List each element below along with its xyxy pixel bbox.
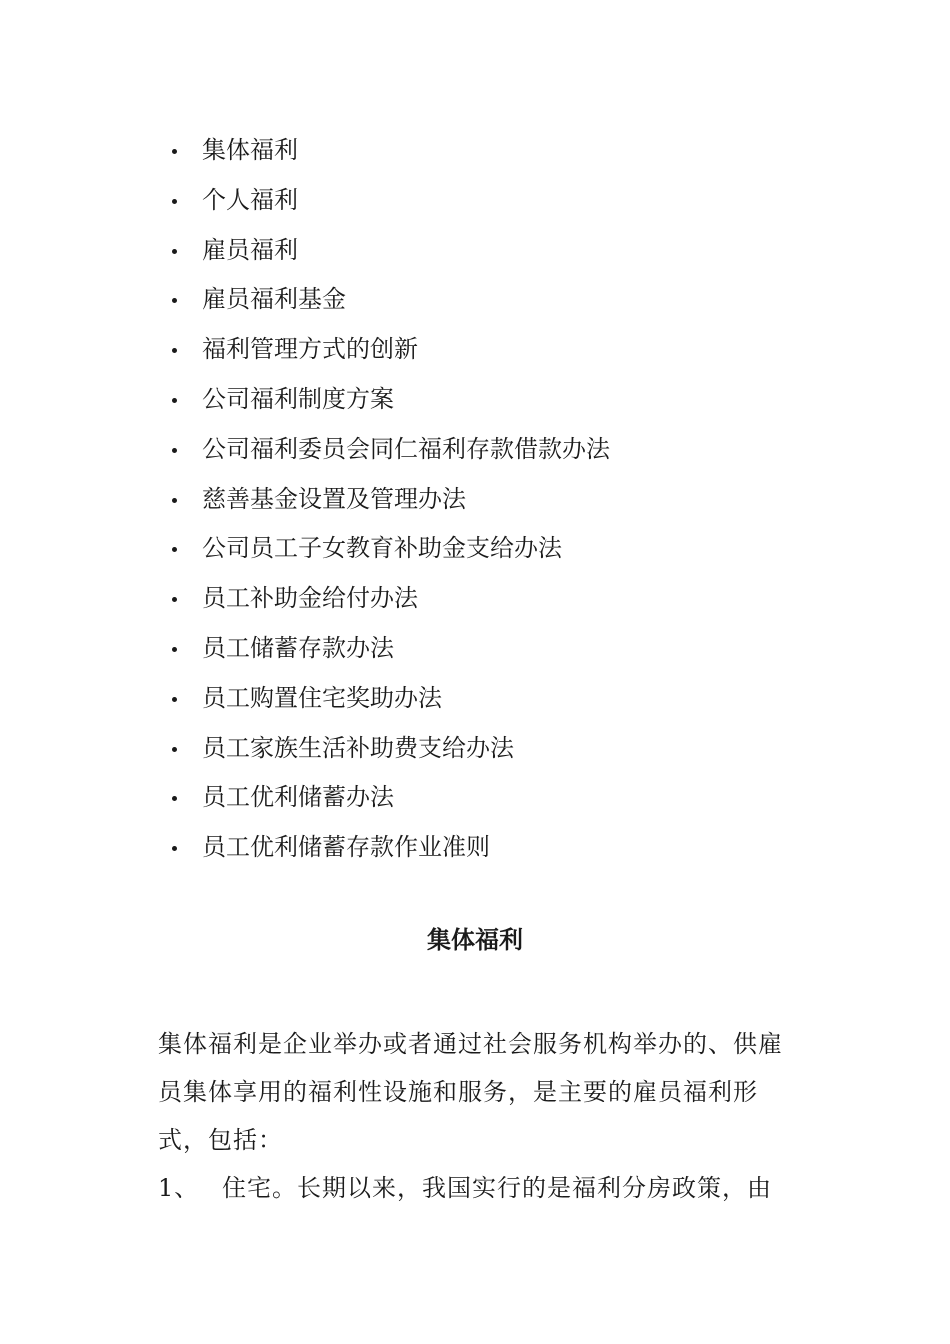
toc-item[interactable]: [0, 624, 610, 674]
bullet-icon: [172, 747, 177, 752]
toc-item[interactable]: [0, 674, 610, 724]
toc-item-label: 员工家族生活补助费支给办法: [202, 733, 514, 762]
bullet-icon: [172, 846, 177, 851]
bullet-icon: [172, 796, 177, 801]
bullet-icon: [172, 647, 177, 652]
toc-item[interactable]: [0, 425, 610, 475]
toc-item-label: 福利管理方式的创新: [202, 335, 418, 364]
toc-item-label: 公司福利委员会同仁福利存款借款办法: [202, 434, 610, 463]
numbered-item: [158, 1164, 798, 1212]
bullet-icon: [172, 547, 177, 552]
toc-item[interactable]: [0, 325, 610, 375]
toc-item-label: 雇员福利: [202, 235, 298, 264]
toc-item[interactable]: [0, 773, 610, 823]
bullet-icon: [172, 498, 177, 503]
table-of-contents: [0, 126, 610, 873]
toc-item[interactable]: [0, 574, 610, 624]
toc-item-label: 员工购置住宅奖助办法: [202, 683, 442, 712]
intro-paragraph: 集体福利是企业举办或者通过社会服务机构举办的、供雇员集体享用的福利性设施和服务，是主要的雇员福利形式，包括：: [158, 1030, 783, 1154]
toc-item-label: 公司员工子女教育补助金支给办法: [202, 534, 562, 563]
bullet-icon: [172, 697, 177, 702]
toc-item-label: 员工补助金给付办法: [202, 584, 418, 613]
bullet-icon: [172, 149, 177, 154]
toc-item-label: 员工优利储蓄办法: [202, 783, 394, 812]
toc-item[interactable]: [0, 126, 610, 176]
bullet-icon: [172, 199, 177, 204]
toc-item[interactable]: [0, 375, 610, 425]
section-title: 集体福利: [427, 925, 523, 954]
bullet-icon: [172, 448, 177, 453]
toc-item[interactable]: [0, 226, 610, 276]
toc-item[interactable]: [0, 823, 610, 873]
toc-item[interactable]: [0, 176, 610, 226]
bullet-icon: [172, 348, 177, 353]
toc-item[interactable]: [0, 275, 610, 325]
toc-item[interactable]: [0, 724, 610, 774]
numbered-item-text: 住宅。长期以来，我国实行的是福利分房政策，由: [222, 1174, 772, 1202]
toc-item-label: 雇员福利基金: [202, 285, 346, 314]
toc-item[interactable]: [0, 475, 610, 525]
toc-item-label: 集体福利: [202, 136, 298, 164]
toc-item-label: 个人福利: [202, 185, 298, 214]
bullet-icon: [172, 249, 177, 254]
bullet-icon: [172, 298, 177, 303]
toc-item-label: 公司福利制度方案: [202, 384, 394, 413]
toc-item-label: 慈善基金设置及管理办法: [202, 484, 466, 513]
toc-item-label: 员工优利储蓄存款作业准则: [202, 833, 490, 862]
bullet-icon: [172, 597, 177, 602]
toc-item-label: 员工储蓄存款办法: [202, 633, 394, 662]
numbered-item-label: 1、: [158, 1174, 200, 1202]
toc-item[interactable]: [0, 524, 610, 574]
section-body: [158, 1020, 798, 1212]
bullet-icon: [172, 398, 177, 403]
